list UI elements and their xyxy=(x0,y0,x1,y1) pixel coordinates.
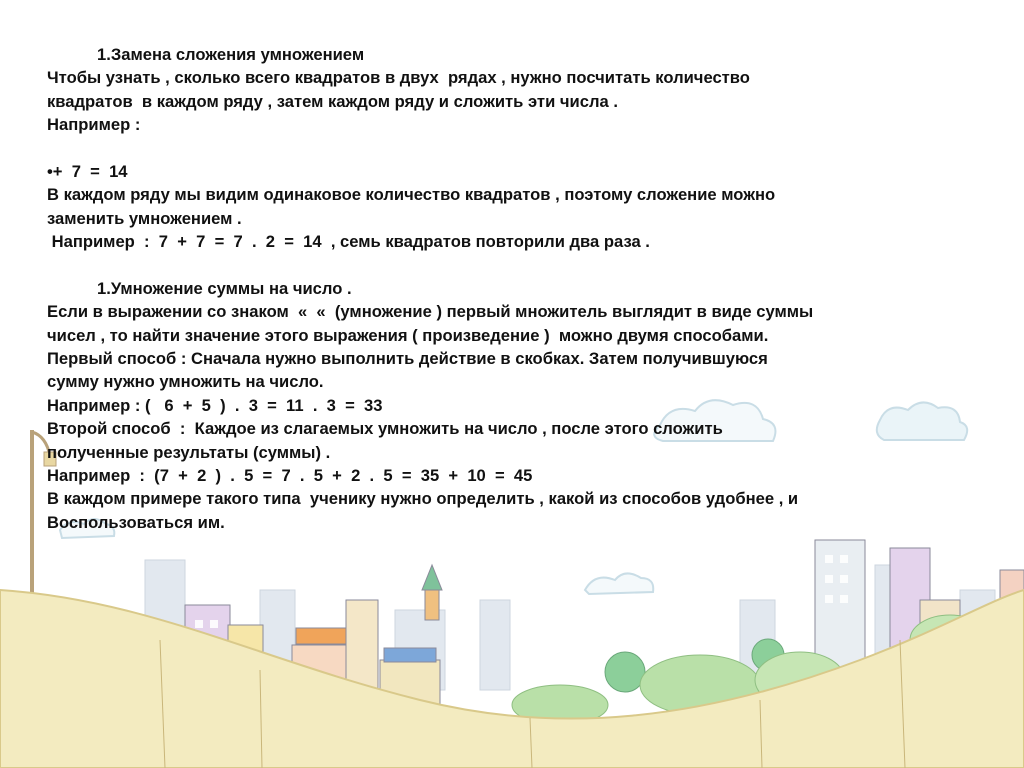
section1-line-3: Например : xyxy=(47,115,141,135)
section2-line-4: сумму нужно умножить на число. xyxy=(47,372,324,392)
spacer xyxy=(47,137,1007,160)
section1-line-2: квадратов в каждом ряду , затем каждом ряду и сложить эти числа . xyxy=(47,91,618,111)
spacer xyxy=(47,254,1007,277)
section1-line-6: Например : 7 + 7 = 7 . 2 = 14 , семь квадратов повторили два раза . xyxy=(47,232,650,252)
section2-line-1: Если в выражении со знаком « « (умножение ) первый множитель выглядит в виде суммы xyxy=(47,302,814,322)
section1-line-5: заменить умножением . xyxy=(47,208,242,228)
bullet-example: •+ 7 = 14 xyxy=(47,161,128,181)
section2-line-5: Например : ( 6 + 5 ) . 3 = 11 . 3 = 33 xyxy=(47,395,383,415)
section2-heading: 1.Умножение суммы на число . xyxy=(97,278,352,298)
section2-line-8: Например : (7 + 2 ) . 5 = 7 . 5 + 2 . 5 = 35 + 10 = 45 xyxy=(47,466,533,486)
section2-line-10: Воспользоваться им. xyxy=(47,512,225,532)
section1-line-1: Чтобы узнать , сколько всего квадратов в двух рядах , нужно посчитать количество xyxy=(47,68,750,88)
section2-line-7: полученные результаты (суммы) . xyxy=(47,442,331,462)
section1-line-4: В каждом ряду мы видим одинаковое количество квадратов , поэтому сложение можно xyxy=(47,185,776,205)
section2-line-2: чисел , то найти значение этого выражения ( произведение ) можно двумя способами. xyxy=(47,325,769,345)
text-content xyxy=(47,43,1007,534)
section2-line-3: Первый способ : Сначала нужно выполнить действие в скобках. Затем получившуюся xyxy=(47,349,768,369)
section2-line-9: В каждом примере такого типа ученику нужно определить , какой из способов удобнее , и xyxy=(47,489,799,509)
section1-heading: 1.Замена сложения умножением xyxy=(97,45,365,64)
section2-line-6: Второй способ : Каждое из слагаемых умножить на число , после этого сложить xyxy=(47,419,723,439)
